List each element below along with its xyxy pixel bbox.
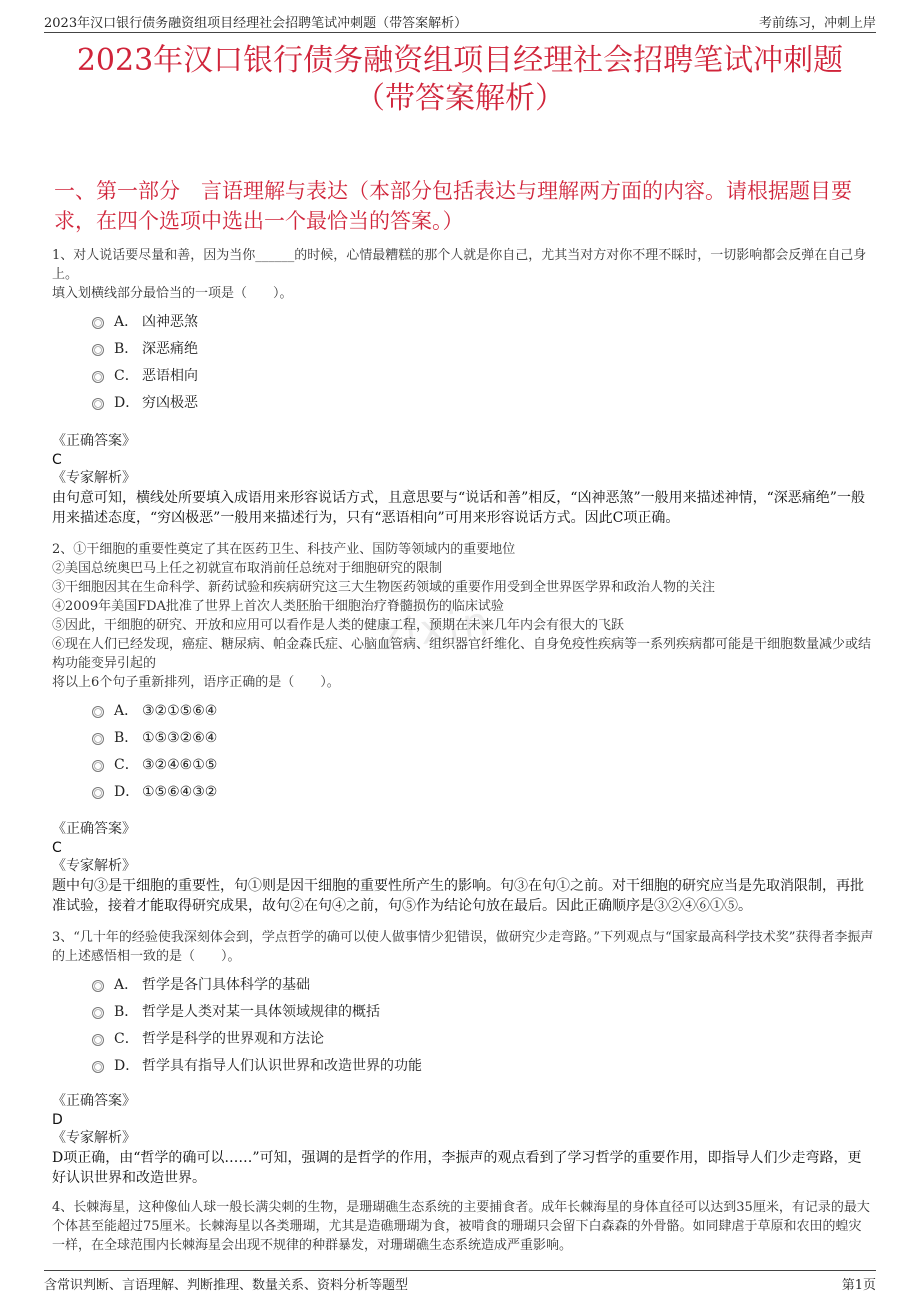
radio-icon[interactable] bbox=[92, 980, 104, 992]
analysis-label: 《专家解析》 bbox=[52, 470, 136, 486]
analysis-text: D项正确，由“哲学的确可以……”可知，强调的是哲学的作用，李振声的观点看到了学习哲学的重要作用，即指导人们少走弯路，更好认识世界和改造世界。 bbox=[52, 1150, 862, 1186]
question-stem: 2、①干细胞的重要性奠定了其在医药卫生、科技产业、国防等领域内的重要地位 bbox=[52, 542, 516, 557]
answer-value: C bbox=[52, 452, 62, 468]
answer-value: D bbox=[52, 1112, 63, 1128]
option-list bbox=[52, 698, 874, 806]
radio-icon[interactable] bbox=[92, 1007, 104, 1019]
analysis-text: 由句意可知，横线处所要填入成语用来形容说话方式，且意思要与“说话和善”相反，“凶神恶煞”一般用来描述神情，“深恶痛绝”一般用来描述态度，“穷凶极恶”一般用来描述行为，只有“恶语相向”可用来形容说话方式。因此C项正确。 bbox=[52, 490, 865, 526]
radio-icon[interactable] bbox=[92, 706, 104, 718]
option-c[interactable]: C． 恶语相向 bbox=[52, 363, 874, 390]
watermark: zixin bbox=[377, 598, 495, 660]
section-heading: 一、第一部分 言语理解与表达（本部分包括表达与理解两方面的内容。请根据题目要求，在四个选项中选出一个最恰当的答案。） bbox=[54, 179, 852, 233]
option-a[interactable]: A． 凶神恶煞 bbox=[52, 309, 874, 336]
question-prompt: 填入划横线部分最恰当的一项是（ ）。 bbox=[52, 286, 293, 301]
option-text: ①⑤③②⑥④ bbox=[142, 730, 218, 746]
question-stem: ②美国总统奥巴马上任之初就宣布取消前任总统对于细胞研究的限制 bbox=[52, 561, 443, 576]
analysis-text: 题中句③是干细胞的重要性，句①则是因干细胞的重要性所产生的影响。句③在句①之前。对干细胞的研究应当是先取消限制，再批准试验，接着才能取得研究成果，故句②在句④之前，句⑤作为结论句放在最后。因此正确顺序是③②④⑥①⑤。 bbox=[52, 878, 864, 914]
radio-icon[interactable] bbox=[92, 1034, 104, 1046]
radio-icon[interactable] bbox=[92, 344, 104, 356]
question-stem: ③干细胞因其在生命科学、新药试验和疾病研究这三大生物医药领域的重要作用受到全世界医学界和政治人物的关注 bbox=[52, 580, 716, 595]
option-text: ③②④⑥①⑤ bbox=[142, 757, 218, 773]
option-text: 穷凶极恶 bbox=[142, 395, 198, 411]
radio-icon[interactable] bbox=[92, 371, 104, 383]
option-a[interactable]: A． ③②①⑤⑥④ bbox=[52, 698, 874, 725]
footer-topics: 含常识判断、言语理解、判断推理、数量关系、资料分析等题型 bbox=[44, 1278, 409, 1293]
question-prompt: 将以上6个句子重新排列，语序正确的是（ ）。 bbox=[52, 675, 340, 690]
header-doc-name: 2023年汉口银行债务融资组项目经理社会招聘笔试冲刺题（带答案解析） bbox=[44, 16, 468, 31]
option-b[interactable]: B． 哲学是人类对某一具体领域规律的概括 bbox=[52, 999, 874, 1026]
option-text: 哲学是科学的世界观和方法论 bbox=[142, 1031, 324, 1047]
header-slogan: 考前练习，冲刺上岸 bbox=[758, 16, 876, 31]
answer-label: 《正确答案》 bbox=[52, 1093, 136, 1109]
option-b[interactable]: B． 深恶痛绝 bbox=[52, 336, 874, 363]
option-text: 哲学具有指导人们认识世界和改造世界的功能 bbox=[142, 1058, 422, 1074]
option-text: 哲学是人类对某一具体领域规律的概括 bbox=[142, 1004, 380, 1020]
option-a[interactable]: A． 哲学是各门具体科学的基础 bbox=[52, 972, 874, 999]
page-number: 第1页 bbox=[841, 1278, 876, 1293]
option-text: 深恶痛绝 bbox=[142, 341, 198, 357]
radio-icon[interactable] bbox=[92, 317, 104, 329]
question-4 bbox=[52, 1198, 874, 1255]
document-title: 2023年汉口银行债务融资组项目经理社会招聘笔试冲刺题（带答案解析） bbox=[76, 43, 844, 116]
question-stem: ④2009年美国FDA批准了世界上首次人类胚胎干细胞治疗脊髓损伤的临床试验 bbox=[52, 599, 504, 614]
radio-icon[interactable] bbox=[92, 787, 104, 799]
option-d[interactable]: D． ①⑤⑥④③② bbox=[52, 779, 874, 806]
answer-block-1 bbox=[52, 432, 874, 528]
answer-label: 《正确答案》 bbox=[52, 821, 136, 837]
page-header bbox=[44, 10, 876, 33]
option-list bbox=[52, 972, 874, 1080]
answer-value: C bbox=[52, 840, 62, 856]
question-2 bbox=[52, 540, 874, 806]
option-d[interactable]: D． 哲学具有指导人们认识世界和改造世界的功能 bbox=[52, 1053, 874, 1080]
question-stem: 1、对人说话要尽量和善，因为当你______的时候，心情最糟糕的那个人就是你自己，尤其当对方对你不理不睬时，一切影响都会反弹在自己身上。 bbox=[52, 248, 867, 282]
option-d[interactable]: D． 穷凶极恶 bbox=[52, 390, 874, 417]
radio-icon[interactable] bbox=[92, 1061, 104, 1073]
page-footer bbox=[44, 1270, 876, 1293]
radio-icon[interactable] bbox=[92, 398, 104, 410]
question-3 bbox=[52, 928, 874, 1080]
option-list bbox=[52, 309, 874, 417]
analysis-label: 《专家解析》 bbox=[52, 858, 136, 874]
question-1 bbox=[52, 246, 874, 417]
option-c[interactable]: C． 哲学是科学的世界观和方法论 bbox=[52, 1026, 874, 1053]
analysis-label: 《专家解析》 bbox=[52, 1130, 136, 1146]
option-text: ①⑤⑥④③② bbox=[142, 784, 218, 800]
question-stem: 3、“几十年的经验使我深刻体会到，学点哲学的确可以使人做事情少犯错误，做研究少走弯路。”下列观点与“国家最高科学技术奖”获得者李振声的上述感悟相一致的是（ ）。 bbox=[52, 930, 874, 964]
option-c[interactable]: C． ③②④⑥①⑤ bbox=[52, 752, 874, 779]
option-text: 恶语相向 bbox=[142, 368, 198, 384]
question-stem: ⑥现在人们已经发现，癌症、糖尿病、帕金森氏症、心脑血管病、组织器官纤维化、自身免疫性疾病等一系列疾病都可能是干细胞数量减少或结构功能变异引起的 bbox=[52, 637, 872, 671]
option-b[interactable]: B． ①⑤③②⑥④ bbox=[52, 725, 874, 752]
question-stem: ⑤因此，干细胞的研究、开放和应用可以看作是人类的健康工程，预期在未来几年内会有很大的飞跃 bbox=[52, 618, 625, 633]
radio-icon[interactable] bbox=[92, 733, 104, 745]
option-text: 凶神恶煞 bbox=[142, 314, 198, 330]
option-text: ③②①⑤⑥④ bbox=[142, 703, 218, 719]
answer-block-3 bbox=[52, 1092, 874, 1188]
answer-block-2 bbox=[52, 820, 874, 916]
radio-icon[interactable] bbox=[92, 760, 104, 772]
option-text: 哲学是各门具体科学的基础 bbox=[142, 977, 310, 993]
answer-label: 《正确答案》 bbox=[52, 433, 136, 449]
question-stem: 4、长棘海星，这种像仙人球一般长满尖刺的生物，是珊瑚礁生态系统的主要捕食者。成年长棘海星的身体直径可以达到35厘米，有记录的最大个体甚至能超过75厘米。长棘海星以各类珊瑚，尤其是造礁珊瑚为食，被啃食的珊瑚只会留下白森森的外骨骼。如同肆虐于草原和农田的蝗灾一样，在全球范围内长棘海星会出现不规律的种群暴发，对珊瑚礁生态系统造成严重影响。 bbox=[52, 1200, 870, 1253]
